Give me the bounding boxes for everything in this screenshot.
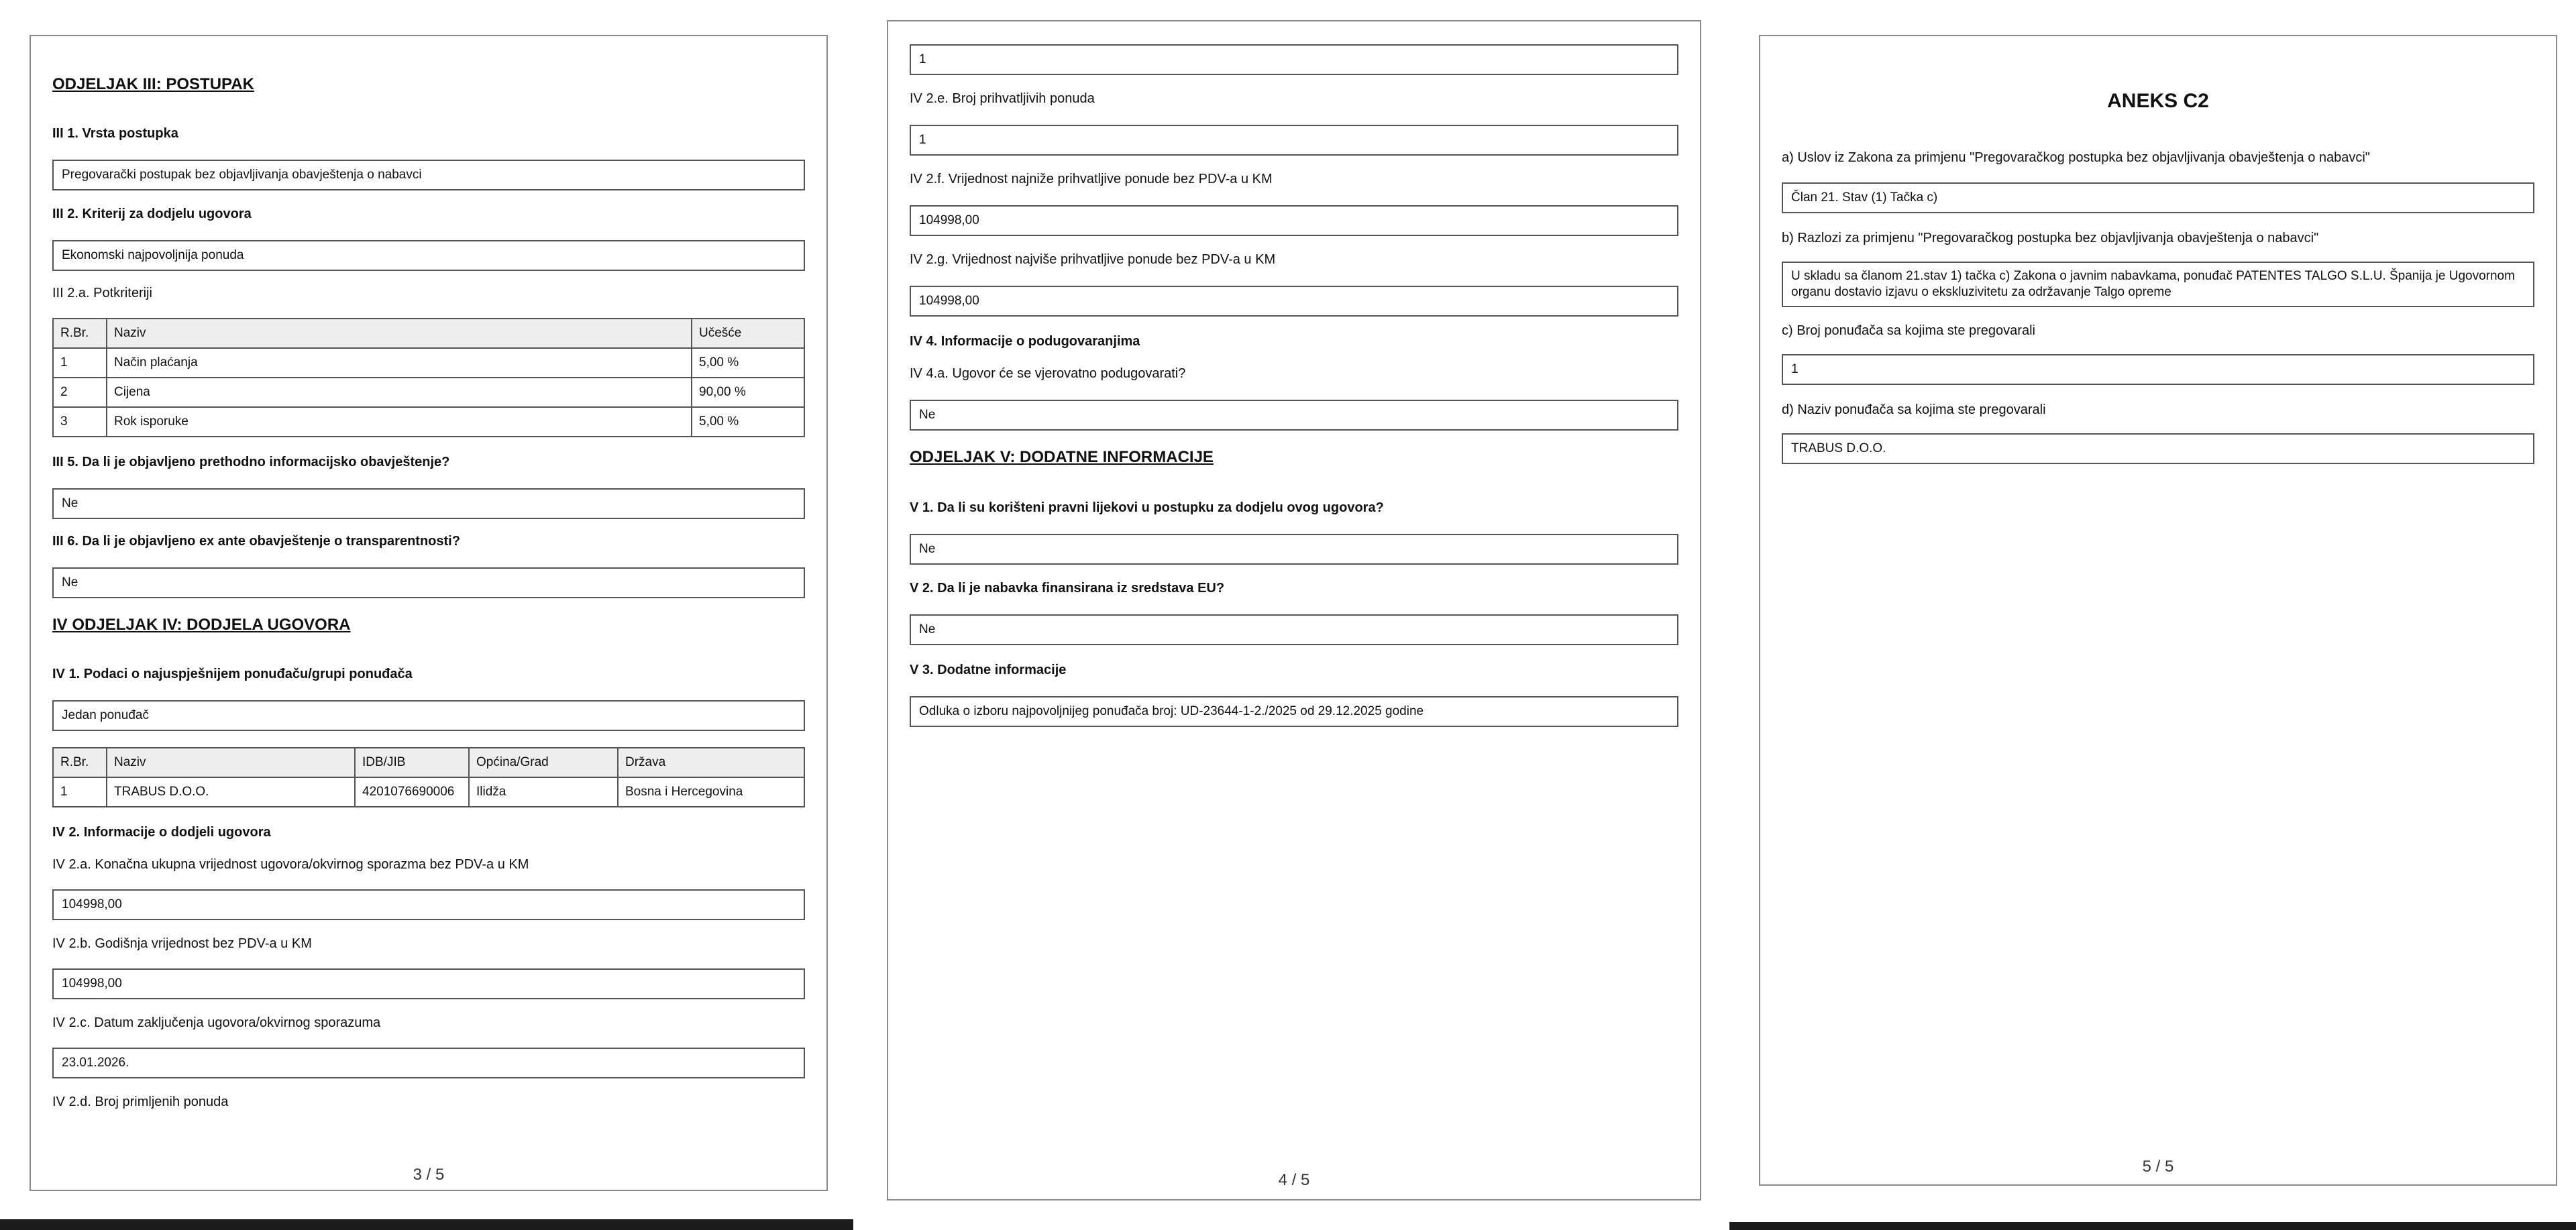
field-value: Pregovarački postupak bez objavljivanja obavještenja o nabavci bbox=[52, 160, 805, 190]
field-label: d) Naziv ponuđača sa kojima ste pregovarali bbox=[1782, 402, 2046, 417]
field-value: 1 bbox=[910, 44, 1678, 75]
document-page-4 bbox=[887, 20, 1701, 1200]
column-header: Općina/Grad bbox=[469, 748, 618, 777]
field-heading: III 5. Da li je objavljeno prethodno informacijsko obavještenje? bbox=[52, 455, 450, 469]
field-value: Ne bbox=[910, 534, 1678, 565]
field-label: IV 2.e. Broj prihvatljivih ponuda bbox=[910, 91, 1095, 106]
viewer-background-strip bbox=[0, 1219, 853, 1230]
annex-title: ANEKS C2 bbox=[2107, 90, 2209, 112]
table-cell: 1 bbox=[53, 777, 107, 807]
table-cell: 3 bbox=[53, 407, 107, 437]
field-label: IV 2.a. Konačna ukupna vrijednost ugovora/okvirnog sporazma bez PDV-a u KM bbox=[52, 857, 529, 872]
field-label: IV 4.a. Ugovor će se vjerovatno podugovarati? bbox=[910, 366, 1186, 381]
field-label: a) Uslov iz Zakona za primjenu "Pregovaračkog postupka bez objavljivanja obavještenja o nabavci" bbox=[1782, 150, 2370, 165]
field-label: IV 2.f. Vrijednost najniže prihvatljive ponude bez PDV-a u KM bbox=[910, 172, 1273, 186]
field-label: b) Razlozi za primjenu "Pregovaračkog postupka bez objavljivanja obavještenja o nabavci" bbox=[1782, 231, 2319, 245]
section-title: IV ODJELJAK IV: DODJELA UGOVORA bbox=[52, 616, 351, 634]
table-cell: Bosna i Hercegovina bbox=[618, 777, 804, 807]
field-value: 104998,00 bbox=[910, 286, 1678, 317]
table-row bbox=[53, 777, 804, 807]
field-value: U skladu sa članom 21.stav 1) tačka c) Zakona o javnim nabavkama, ponuđač PATENTES TALGO S.L.U. Španija je Ugovornom organu dostavio izjavu o ekskluzivitetu za održavanje Talgo opreme bbox=[1782, 262, 2534, 307]
subcriteria-table bbox=[52, 318, 805, 437]
field-heading: V 2. Da li je nabavka finansirana iz sredstava EU? bbox=[910, 581, 1225, 596]
column-header: Država bbox=[618, 748, 804, 777]
field-value: 104998,00 bbox=[52, 968, 805, 999]
field-heading: V 3. Dodatne informacije bbox=[910, 663, 1067, 677]
field-label: IV 2.g. Vrijednost najviše prihvatljive ponude bez PDV-a u KM bbox=[910, 252, 1276, 267]
table-cell: Cijena bbox=[107, 378, 692, 407]
field-heading: IV 1. Podaci o najuspješnijem ponuđaču/grupi ponuđača bbox=[52, 667, 413, 681]
page-number: 4 / 5 bbox=[1278, 1171, 1310, 1189]
column-header: Učešće bbox=[692, 319, 804, 348]
section-title: ODJELJAK V: DODATNE INFORMACIJE bbox=[910, 448, 1214, 466]
field-value: 1 bbox=[1782, 354, 2534, 385]
table-cell: 5,00 % bbox=[692, 407, 804, 437]
field-value: Ne bbox=[52, 567, 805, 598]
table-cell: 5,00 % bbox=[692, 348, 804, 378]
field-value: Ne bbox=[910, 400, 1678, 431]
field-heading: IV 4. Informacije o podugovaranjima bbox=[910, 334, 1140, 349]
section-title: ODJELJAK III: POSTUPAK bbox=[52, 75, 254, 93]
table-cell: Ilidža bbox=[469, 777, 618, 807]
viewer-background-strip bbox=[1729, 1222, 2576, 1230]
field-value: 23.01.2026. bbox=[52, 1048, 805, 1078]
bidders-table bbox=[52, 747, 805, 807]
document-page-5 bbox=[1759, 35, 2557, 1186]
table-cell: Način plaćanja bbox=[107, 348, 692, 378]
field-label: c) Broj ponuđača sa kojima ste pregovarali bbox=[1782, 323, 2035, 338]
field-value: Ekonomski najpovoljnija ponuda bbox=[52, 240, 805, 271]
table-cell: 4201076690006 bbox=[355, 777, 469, 807]
table-header-row bbox=[53, 319, 804, 348]
field-label: IV 2.c. Datum zaključenja ugovora/okvirnog sporazuma bbox=[52, 1015, 381, 1030]
table-row bbox=[53, 378, 804, 407]
column-header: Naziv bbox=[107, 319, 692, 348]
table-cell: 2 bbox=[53, 378, 107, 407]
table-cell: 90,00 % bbox=[692, 378, 804, 407]
column-header: IDB/JIB bbox=[355, 748, 469, 777]
field-value: TRABUS D.O.O. bbox=[1782, 433, 2534, 464]
field-value: 1 bbox=[910, 125, 1678, 156]
field-heading: III 1. Vrsta postupka bbox=[52, 126, 178, 141]
field-value: 104998,00 bbox=[910, 205, 1678, 236]
field-value: Član 21. Stav (1) Tačka c) bbox=[1782, 182, 2534, 213]
page-number: 5 / 5 bbox=[2142, 1158, 2174, 1176]
table-row bbox=[53, 407, 804, 437]
column-header: R.Br. bbox=[53, 319, 107, 348]
table-cell: TRABUS D.O.O. bbox=[107, 777, 355, 807]
field-label: IV 2.d. Broj primljenih ponuda bbox=[52, 1095, 229, 1109]
table-header-row bbox=[53, 748, 804, 777]
field-heading: IV 2. Informacije o dodjeli ugovora bbox=[52, 825, 271, 840]
column-header: Naziv bbox=[107, 748, 355, 777]
field-heading: III 2. Kriterij za dodjelu ugovora bbox=[52, 207, 252, 221]
field-heading: III 6. Da li je objavljeno ex ante obavještenje o transparentnosti? bbox=[52, 534, 460, 549]
table-row bbox=[53, 348, 804, 378]
table-cell: Rok isporuke bbox=[107, 407, 692, 437]
field-value: 104998,00 bbox=[52, 889, 805, 920]
column-header: R.Br. bbox=[53, 748, 107, 777]
field-heading: V 1. Da li su korišteni pravni lijekovi u postupku za dodjelu ovog ugovora? bbox=[910, 500, 1384, 515]
document-page-3 bbox=[30, 35, 828, 1191]
field-value: Jedan ponuđač bbox=[52, 700, 805, 731]
field-value: Ne bbox=[52, 488, 805, 519]
page-number: 3 / 5 bbox=[413, 1166, 445, 1184]
field-label: IV 2.b. Godišnja vrijednost bez PDV-a u KM bbox=[52, 936, 312, 951]
table-cell: 1 bbox=[53, 348, 107, 378]
field-value: Ne bbox=[910, 614, 1678, 645]
field-label: III 2.a. Potkriteriji bbox=[52, 286, 152, 300]
field-value: Odluka o izboru najpovoljnijeg ponuđača broj: UD-23644-1-2./2025 od 29.12.2025 godine bbox=[910, 696, 1678, 727]
